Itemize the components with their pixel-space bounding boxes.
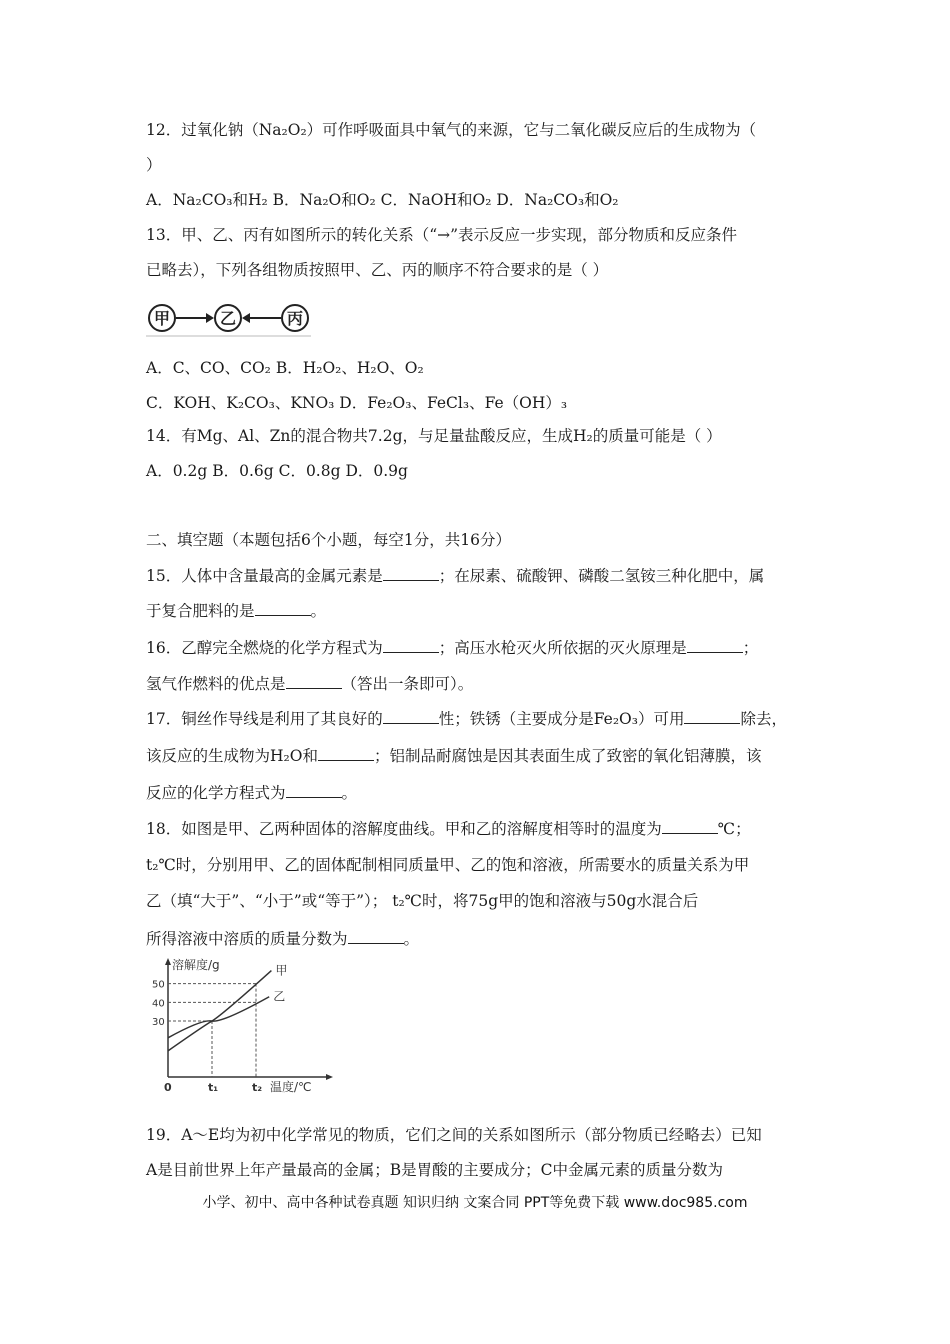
q12-line2: ） (146, 156, 162, 174)
q15-text: 。 (310, 602, 327, 620)
q15-text: 15．人体中含量最高的金属元素是 (146, 567, 383, 585)
answer-blank[interactable] (684, 708, 740, 724)
q13-line1: 13．甲、乙、丙有如图所示的转化关系（“→”表示反应一步实现，部分物质和反应条件 (146, 226, 738, 244)
q16-line1 (146, 637, 758, 658)
y-axis-label: 溶解度/g (172, 958, 220, 972)
answer-blank[interactable] (383, 637, 439, 653)
answer-blank[interactable] (286, 673, 342, 689)
q18-text: 所得溶液中溶质的质量分数为 (146, 930, 348, 948)
q17-text: 17．铜丝作导线是利用了其良好的 (146, 710, 383, 728)
q13-options1: A．C、CO、CO₂ B．H₂O₂、H₂O、O₂ (146, 359, 424, 377)
q12-line1: 12．过氧化钠（Na₂O₂）可作呼吸面具中氧气的来源，它与二氧化碳反应后的生成物为（ (146, 121, 757, 139)
section-heading: 二、填空题（本题包括6个小题，每空1分，共16分） (146, 531, 511, 549)
q13-options2: C．KOH、K₂CO₃、KNO₃ D．Fe₂O₃、FeCl₃、Fe（OH）₃ (146, 394, 568, 412)
q16-line2 (146, 673, 473, 694)
q13-line2: 已略去），下列各组物质按照甲、乙、丙的顺序不符合要求的是（ ） (146, 261, 609, 279)
answer-blank[interactable] (348, 928, 404, 944)
answer-blank[interactable] (662, 818, 718, 834)
q18-line4 (146, 928, 419, 949)
q18-line1 (146, 818, 751, 839)
q17-line2 (146, 745, 761, 766)
q18-line2: t₂℃时，分别用甲、乙的固体配制相同质量甲、乙的饱和溶液，所需要水的质量关系为甲 (146, 856, 750, 874)
footer-text: 小学、初中、高中各种试卷真题 知识归纳 文案合同 PPT等免费下载 www.doc985.com (202, 1195, 748, 1211)
q14-options: A．0.2g B．0.6g C．0.8g D．0.9g (146, 462, 408, 480)
q17-line1 (146, 708, 787, 729)
q18-text: ℃； (717, 820, 751, 838)
answer-blank[interactable] (383, 708, 439, 724)
q18-line3: 乙（填“大于”、“小于”或“等于”）； t₂℃时，将75g甲的饱和溶液与50g水混合后 (146, 892, 699, 910)
node-a-label: 甲 (153, 309, 171, 328)
x-axis-arrow-icon (326, 1074, 333, 1080)
q16-text: 氢气作燃料的优点是 (146, 675, 286, 693)
q12-options: A．Na₂CO₃和H₂ B．Na₂O和O₂ C．NaOH和O₂ D．Na₂CO₃和O₂ (146, 191, 619, 209)
q17-text: 性；铁锈（主要成分是Fe₂O₃）可用 (438, 710, 685, 728)
y-tick-label: 50 (152, 979, 165, 991)
x-tick-label: t₂ (252, 1081, 263, 1094)
q17-text: 。 (341, 784, 358, 802)
y-tick-label: 30 (152, 1017, 165, 1028)
q15-text: 于复合肥料的是 (146, 602, 255, 620)
y-tick-label: 40 (152, 998, 165, 1010)
q14-line1: 14．有Mg、Al、Zn的混合物共7.2g，与足量盐酸反应，生成H₂的质量可能是（ ） (146, 427, 722, 445)
answer-blank[interactable] (383, 565, 439, 581)
q16-text: 16．乙醇完全燃烧的化学方程式为 (146, 639, 383, 657)
node-c-label: 丙 (286, 309, 304, 328)
q19-line2: A是目前世界上年产量最高的金属；B是胃酸的主要成分；C中金属元素的质量分数为 (146, 1161, 723, 1179)
answer-blank[interactable] (687, 637, 743, 653)
x-tick-label: 0 (164, 1081, 172, 1094)
series-label: 乙 (273, 989, 286, 1004)
node-b-label: 乙 (219, 309, 237, 328)
q16-text: （答出一条即可）。 (341, 675, 474, 693)
conversion-diagram (146, 296, 311, 338)
answer-blank[interactable] (286, 782, 342, 798)
q17-line3 (146, 782, 357, 803)
answer-blank[interactable] (318, 745, 374, 761)
solubility-chart (150, 955, 340, 1095)
q15-text: ；在尿素、硫酸钾、磷酸二氢铵三种化肥中，属 (438, 567, 765, 585)
x-axis-label: 温度/℃ (270, 1080, 312, 1094)
q17-text: 除去， (740, 710, 787, 728)
q18-text: 。 (403, 930, 420, 948)
q15-line2 (146, 600, 326, 621)
q17-text: 该反应的生成物为H₂O和 (146, 747, 318, 765)
answer-blank[interactable] (255, 600, 311, 616)
q17-text: 反应的化学方程式为 (146, 784, 286, 802)
series-line-2 (168, 997, 269, 1038)
q16-text: ；高压水枪灭火所依据的灭火原理是 (438, 639, 687, 657)
q18-text: 18．如图是甲、乙两种固体的溶解度曲线。甲和乙的溶解度相等时的温度为 (146, 820, 662, 838)
q16-text: ； (742, 639, 759, 657)
q17-text: ；铝制品耐腐蚀是因其表面生成了致密的氧化铝薄膜，该 (373, 747, 762, 765)
q15-line1 (146, 565, 764, 586)
x-tick-label: t₁ (208, 1081, 219, 1094)
y-axis-arrow-icon (165, 958, 171, 965)
q19-line1: 19．A～E均为初中化学常见的物质，它们之间的关系如图所示（部分物质已经略去）已知 (146, 1126, 762, 1144)
series-label: 甲 (275, 963, 288, 978)
arrow-right-icon (206, 313, 214, 323)
